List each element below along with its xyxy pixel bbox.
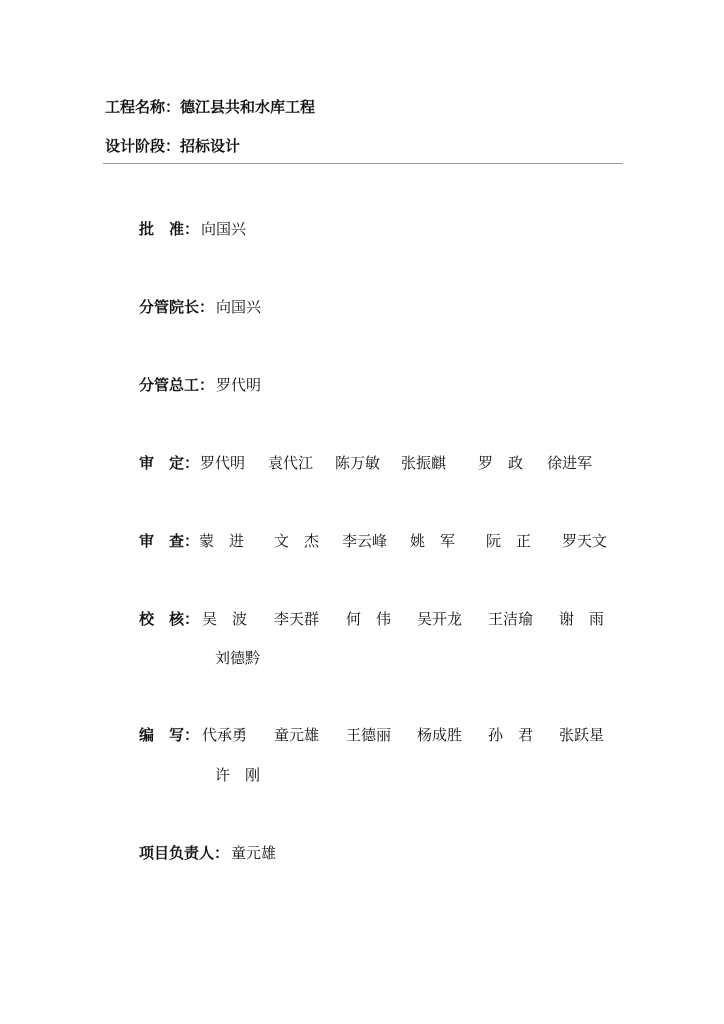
compile-label: 编 写： xyxy=(139,726,200,744)
deputy-chief-engineer-value: 罗代明 xyxy=(216,376,262,394)
project-name: 工程名称：德江县共和水库工程 xyxy=(105,98,316,116)
check-name: 吴 波 xyxy=(202,610,248,628)
design-stage: 设计阶段：招标设计 xyxy=(105,137,241,155)
review-row xyxy=(139,531,607,551)
review-name: 姚 军 xyxy=(410,532,456,550)
check-name: 李天群 xyxy=(274,610,320,628)
examine-name: 罗代明 xyxy=(200,454,246,472)
project-lead-value: 童元雄 xyxy=(231,844,277,862)
compile-row xyxy=(139,725,604,745)
examine-name: 陈万敏 xyxy=(335,454,381,472)
compile-row-continuation xyxy=(215,765,260,785)
check-row xyxy=(139,609,604,629)
compile-name: 张跃星 xyxy=(559,726,605,744)
review-name: 罗天文 xyxy=(562,532,608,550)
examine-name: 罗 政 xyxy=(478,454,524,472)
check-label: 校 核： xyxy=(139,610,200,628)
examine-name: 袁代江 xyxy=(268,454,314,472)
check-name: 王洁瑜 xyxy=(488,610,534,628)
header-divider xyxy=(103,163,623,164)
check-name: 谢 雨 xyxy=(559,610,605,628)
check-name: 刘德黔 xyxy=(215,649,261,667)
project-lead-row xyxy=(139,843,276,863)
deputy-president-row xyxy=(139,297,261,317)
approve-value: 向国兴 xyxy=(201,220,247,238)
project-lead-label: 项目负责人： xyxy=(139,844,230,862)
compile-name: 童元雄 xyxy=(274,726,320,744)
review-name: 蒙 进 xyxy=(199,532,245,550)
review-name: 文 杰 xyxy=(274,532,320,550)
deputy-president-label: 分管院长： xyxy=(139,298,215,316)
compile-name: 杨成胜 xyxy=(417,726,463,744)
examine-name: 张振麒 xyxy=(401,454,447,472)
check-row-continuation xyxy=(215,648,260,668)
examine-row xyxy=(139,453,592,473)
compile-name: 代承勇 xyxy=(202,726,248,744)
review-name: 阮 正 xyxy=(486,532,532,550)
review-name: 李云峰 xyxy=(342,532,388,550)
check-name: 何 伟 xyxy=(346,610,392,628)
deputy-president-value: 向国兴 xyxy=(216,298,262,316)
review-label: 审 查： xyxy=(139,532,200,550)
approve-label: 批 准： xyxy=(139,220,200,238)
deputy-chief-engineer-label: 分管总工： xyxy=(139,376,215,394)
compile-name: 孙 君 xyxy=(488,726,534,744)
compile-name: 许 刚 xyxy=(215,766,261,784)
compile-name: 王德丽 xyxy=(346,726,392,744)
approve-row xyxy=(139,219,246,239)
examine-name: 徐进军 xyxy=(547,454,593,472)
examine-label: 审 定： xyxy=(139,454,200,472)
check-name: 吴开龙 xyxy=(417,610,463,628)
deputy-chief-engineer-row xyxy=(139,375,261,395)
